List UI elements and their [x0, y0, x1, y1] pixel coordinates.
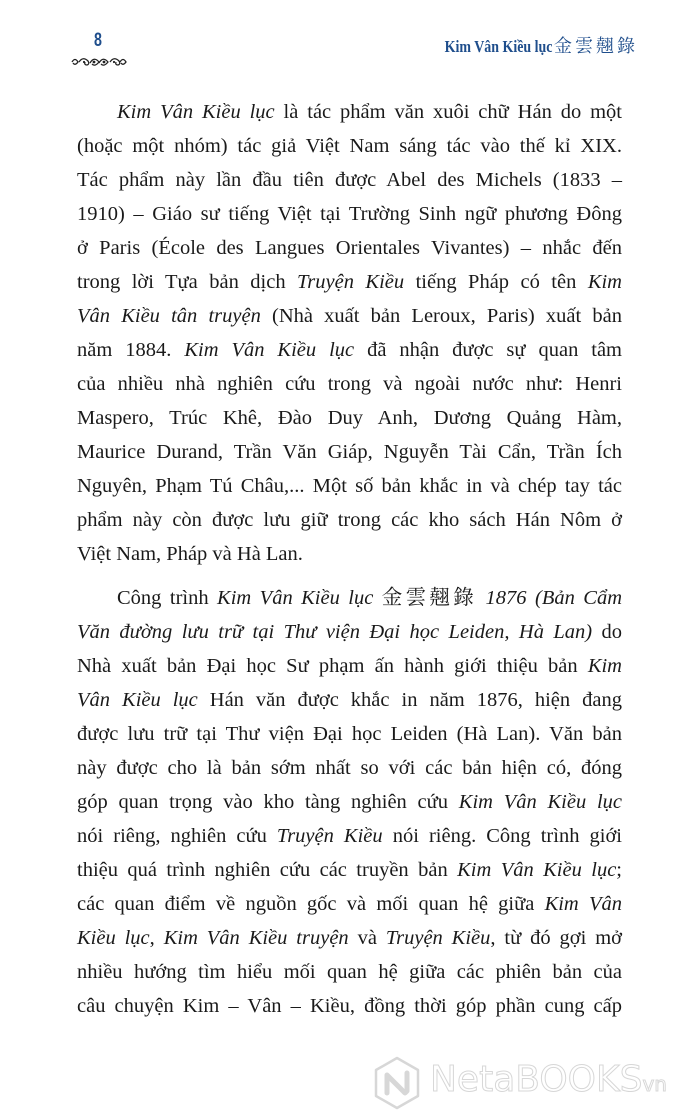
text-line	[77, 785, 622, 819]
text-line	[77, 649, 622, 683]
text-run: ở Paris (École des Langues Orientales Vivantes) – nhắc đến	[77, 237, 622, 259]
text-line	[77, 265, 622, 299]
text-line	[77, 163, 622, 197]
italic-title: Kim	[587, 271, 622, 293]
running-head-han: 金雲翹錄	[554, 36, 638, 56]
watermark-text	[430, 1059, 667, 1100]
text-run: ,	[149, 927, 164, 949]
running-head-title: Kim Vân Kiều lục	[444, 37, 552, 56]
text-run: thiệu quá trình nghiên cứu các truyền bản	[77, 859, 458, 881]
text-run: Công trình	[117, 587, 218, 609]
text-line	[77, 197, 622, 231]
text-line	[77, 989, 622, 1023]
text-line	[77, 333, 622, 367]
text-run: tiếng Pháp có tên	[404, 271, 588, 293]
text-run: do	[592, 621, 623, 643]
text-line	[77, 435, 622, 469]
text-run: Việt Nam, Pháp và Hà Lan.	[77, 543, 303, 565]
text-line	[77, 367, 622, 401]
text-line	[77, 469, 622, 503]
italic-title: Truyện Kiều	[297, 271, 405, 293]
italic-title: Kiều lục	[77, 927, 150, 949]
body-text	[77, 95, 622, 1023]
running-head	[421, 32, 638, 58]
text-run: , từ đó gợi mở	[490, 927, 622, 949]
text-line	[77, 503, 622, 537]
text-run: trong lời Tựa bản dịch	[77, 271, 298, 293]
italic-title: Kim Vân Kiều lục	[217, 587, 374, 609]
text-line	[77, 231, 622, 265]
text-run: Nguyên, Phạm Tú Châu,... Một số bản khắc in và chép tay tác	[77, 475, 622, 497]
text-line	[77, 717, 622, 751]
watermark	[372, 1055, 692, 1111]
text-line	[77, 615, 622, 649]
italic-title: 1876 (Bản Cẩm	[485, 587, 623, 609]
text-run: nói riêng. Công trình giới	[382, 825, 622, 847]
text-run	[477, 587, 485, 609]
paragraph-2	[77, 581, 622, 1023]
text-run: này được cho là bản sớm nhất so với các bản hiện có, đóng	[77, 757, 622, 779]
italic-title: Truyện Kiều	[276, 825, 383, 847]
text-line	[77, 537, 622, 571]
text-run: Nhà xuất bản Đại học Sư phạm ấn hành giới thiệu bản	[77, 655, 588, 677]
text-line	[77, 299, 622, 333]
text-run: của nhiều nhà nghiên cứu trong và ngoài nước như: Henri	[77, 373, 622, 395]
text-run: năm 1884.	[77, 339, 185, 361]
watermark-brand: NetaBOOKS	[430, 1059, 643, 1100]
italic-title: Kim Vân Kiều lục	[458, 791, 622, 813]
italic-title: Kim Vân Kiều truyện	[163, 927, 349, 949]
text-run: các quan điểm về nguồn gốc và mối quan hệ giữa	[77, 893, 545, 915]
text-line	[77, 129, 622, 163]
text-run: là tác phẩm văn xuôi chữ Hán do một	[274, 101, 622, 123]
italic-title: Vân Kiều lục	[77, 689, 198, 711]
italic-title: Văn đường lưu trữ tại Thư viện Đại học Leiden, Hà Lan)	[77, 621, 593, 643]
page-number: 8	[94, 30, 102, 51]
text-run: và	[348, 927, 386, 949]
text-run: phẩm này còn được lưu giữ trong các kho sách Hán Nôm ở	[77, 509, 622, 531]
paragraph-1	[77, 95, 622, 571]
ornament-icon	[70, 56, 128, 68]
text-line	[77, 683, 622, 717]
text-run	[373, 587, 381, 609]
text-run: (hoặc một nhóm) tác giả Việt Nam sáng tác vào thế kỉ XIX.	[77, 135, 622, 157]
italic-title: Kim Vân Kiều lục	[117, 101, 275, 123]
netabooks-logo-icon	[372, 1055, 422, 1111]
text-line	[77, 401, 622, 435]
text-run: Hán văn được khắc in năm 1876, hiện đang	[197, 689, 622, 711]
italic-title: Truyện Kiều	[385, 927, 491, 949]
italic-title: Kim Vân Kiều lục	[457, 859, 617, 881]
text-line	[77, 581, 622, 615]
text-run: câu chuyện Kim – Vân – Kiều, đồng thời góp phần cung cấp	[77, 995, 622, 1017]
text-run: góp quan trọng vào kho tàng nghiên cứu	[77, 791, 459, 813]
text-run: 金雲翹錄	[381, 587, 478, 609]
text-line	[77, 819, 622, 853]
text-line	[77, 751, 622, 785]
text-line	[77, 921, 622, 955]
text-line	[77, 955, 622, 989]
text-run: Maspero, Trúc Khê, Đào Duy Anh, Dương Quảng Hàm,	[77, 407, 622, 429]
watermark-suffix: vn	[642, 1072, 667, 1096]
text-run: ;	[616, 859, 622, 881]
text-run: Tác phẩm này lần đầu tiên được Abel des Michels (1833 –	[77, 169, 622, 191]
text-line	[77, 887, 622, 921]
text-run: nhiều hướng tìm hiểu mối quan hệ giữa các phiên bản của	[77, 961, 622, 983]
text-run: Maurice Durand, Trần Văn Giáp, Nguyễn Tài Cẩn, Trần Ích	[77, 441, 622, 463]
italic-title: Kim	[587, 655, 622, 677]
text-run: (Nhà xuất bản Leroux, Paris) xuất bản	[260, 305, 622, 327]
italic-title: Vân Kiều tân truyện	[77, 305, 261, 327]
text-run: đã nhận được sự quan tâm	[354, 339, 623, 361]
text-run: được lưu trữ tại Thư viện Đại học Leiden (Hà Lan). Văn bản	[77, 723, 622, 745]
text-run: 1910) – Giáo sư tiếng Việt tại Trường Sinh ngữ phương Đông	[77, 203, 622, 225]
text-run: nói riêng, nghiên cứu	[77, 825, 277, 847]
italic-title: Kim Vân Kiều lục	[184, 339, 355, 361]
text-line	[77, 95, 622, 129]
italic-title: Kim Vân	[544, 893, 622, 915]
text-line	[77, 853, 622, 887]
